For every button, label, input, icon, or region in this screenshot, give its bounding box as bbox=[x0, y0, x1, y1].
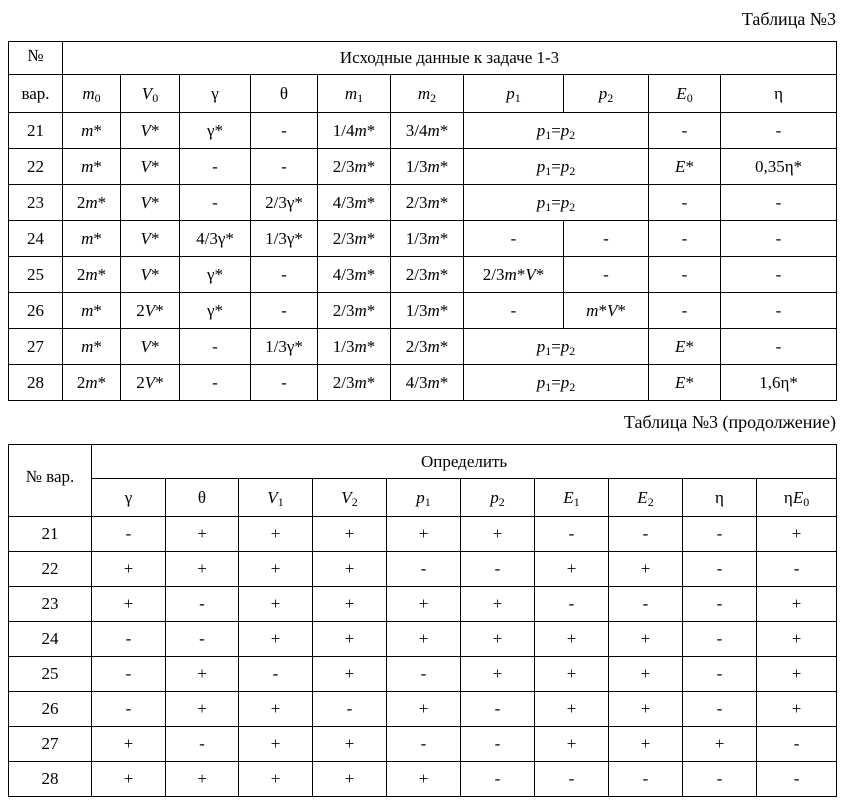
data-cell: 2m* bbox=[63, 257, 121, 293]
data-cell: V* bbox=[121, 149, 180, 185]
column-header-symbol: m bbox=[417, 83, 431, 103]
data-cell: V* bbox=[121, 221, 180, 257]
data-cell: - bbox=[649, 221, 721, 257]
variant-number: 26 bbox=[9, 293, 63, 329]
column-header-symbol: m bbox=[82, 83, 95, 103]
variant-number: 25 bbox=[9, 257, 63, 293]
data-cell: + bbox=[239, 552, 313, 587]
column-header-symbol: η bbox=[774, 83, 783, 103]
column-header bbox=[387, 479, 461, 517]
column-header-subscript: 2 bbox=[351, 494, 358, 509]
data-cell: + bbox=[535, 552, 609, 587]
data-cell: - bbox=[683, 552, 757, 587]
table2-caption: Таблица №3 (продолжение) bbox=[623, 412, 836, 432]
column-header-symbol: E bbox=[637, 487, 648, 507]
table-row bbox=[9, 365, 837, 401]
data-cell: + bbox=[92, 552, 166, 587]
header-row-group bbox=[9, 42, 837, 75]
variant-number: 27 bbox=[9, 727, 92, 762]
pressure-cell bbox=[464, 113, 649, 149]
pressure-cell bbox=[464, 149, 649, 185]
table-row bbox=[9, 185, 837, 221]
data-cell: + bbox=[461, 622, 535, 657]
data-cell: + bbox=[387, 762, 461, 797]
data-cell: - bbox=[313, 692, 387, 727]
data-cell: E* bbox=[649, 365, 721, 401]
data-cell: - bbox=[649, 257, 721, 293]
data-cell: 2/3m* bbox=[318, 221, 391, 257]
data-cell: - bbox=[251, 293, 318, 329]
data-cell: + bbox=[461, 587, 535, 622]
data-cell: - bbox=[180, 149, 251, 185]
variant-number: 21 bbox=[9, 517, 92, 552]
pressure-equality: $p_1=p_2$ bbox=[536, 156, 576, 178]
data-cell: V* bbox=[121, 113, 180, 149]
data-cell: 1/3γ* bbox=[251, 221, 318, 257]
pressure-equality: $p_1=p_2$ bbox=[536, 192, 576, 214]
data-cell: - bbox=[461, 727, 535, 762]
variant-number: 21 bbox=[9, 113, 63, 149]
data-cell: 1/4m* bbox=[318, 113, 391, 149]
column-header bbox=[461, 479, 535, 517]
data-cell: V* bbox=[121, 185, 180, 221]
data-cell: - bbox=[609, 762, 683, 797]
header-row-group bbox=[9, 445, 837, 479]
data-cell: 2/3m* bbox=[391, 185, 464, 221]
data-cell: - bbox=[649, 293, 721, 329]
data-cell: - bbox=[683, 517, 757, 552]
column-header bbox=[757, 479, 837, 517]
column-header bbox=[464, 75, 564, 113]
source-data-table bbox=[8, 41, 837, 401]
data-cell: + bbox=[166, 692, 239, 727]
column-header bbox=[63, 75, 121, 113]
column-header-symbol: E bbox=[563, 487, 574, 507]
data-cell: - bbox=[683, 622, 757, 657]
column-header-symbol: V bbox=[341, 487, 352, 507]
table-row bbox=[9, 517, 837, 552]
data-cell: - bbox=[461, 552, 535, 587]
data-cell: + bbox=[239, 517, 313, 552]
data-cell: 1/3m* bbox=[391, 149, 464, 185]
data-cell: + bbox=[757, 622, 837, 657]
data-cell: - bbox=[180, 329, 251, 365]
data-cell: - bbox=[251, 257, 318, 293]
variant-number: 25 bbox=[9, 657, 92, 692]
data-cell: m* bbox=[63, 329, 121, 365]
data-cell: + bbox=[609, 552, 683, 587]
data-cell: - bbox=[649, 185, 721, 221]
determine-table bbox=[8, 444, 837, 797]
column-header bbox=[239, 479, 313, 517]
data-cell: - bbox=[166, 727, 239, 762]
data-cell: + bbox=[609, 657, 683, 692]
data-cell: - bbox=[535, 517, 609, 552]
data-cell: + bbox=[92, 762, 166, 797]
data-cell: - bbox=[564, 257, 649, 293]
data-cell: - bbox=[609, 517, 683, 552]
data-cell: + bbox=[535, 622, 609, 657]
data-cell: + bbox=[535, 657, 609, 692]
data-cell: - bbox=[92, 517, 166, 552]
table-row bbox=[9, 221, 837, 257]
column-header-subscript: 1 bbox=[424, 494, 431, 509]
data-cell: 2m* bbox=[63, 365, 121, 401]
data-cell: + bbox=[609, 692, 683, 727]
data-cell: - bbox=[92, 692, 166, 727]
table-row bbox=[9, 657, 837, 692]
data-cell: + bbox=[313, 762, 387, 797]
data-cell: 1/3γ* bbox=[251, 329, 318, 365]
data-cell: - bbox=[683, 692, 757, 727]
data-cell: + bbox=[239, 727, 313, 762]
data-cell: + bbox=[313, 657, 387, 692]
column-header-subscript: 2 bbox=[647, 494, 654, 509]
data-cell: + bbox=[387, 622, 461, 657]
data-cell: 2/3m* bbox=[318, 149, 391, 185]
variant-number: 27 bbox=[9, 329, 63, 365]
data-cell: m* bbox=[63, 113, 121, 149]
data-cell: + bbox=[313, 727, 387, 762]
data-cell: m* bbox=[63, 149, 121, 185]
column-header bbox=[318, 75, 391, 113]
data-cell: - bbox=[92, 657, 166, 692]
variant-number: 22 bbox=[9, 552, 92, 587]
data-cell: 2/3m* bbox=[318, 293, 391, 329]
variant-number: 23 bbox=[9, 185, 63, 221]
data-cell: + bbox=[757, 657, 837, 692]
data-cell: + bbox=[166, 552, 239, 587]
variant-header-bottom: вар. bbox=[9, 75, 63, 113]
column-header-subscript: 2 bbox=[498, 494, 505, 509]
column-header-subscript: 1 bbox=[573, 494, 580, 509]
data-cell: + bbox=[757, 692, 837, 727]
column-header-symbol: p bbox=[598, 83, 608, 103]
data-cell: + bbox=[757, 517, 837, 552]
data-cell: - bbox=[461, 762, 535, 797]
variant-header: № вар. bbox=[9, 445, 92, 517]
data-cell: + bbox=[387, 587, 461, 622]
data-cell: - bbox=[683, 657, 757, 692]
data-cell: 2/3γ* bbox=[251, 185, 318, 221]
data-cell: γ* bbox=[180, 113, 251, 149]
pressure-equality: $p_1=p_2$ bbox=[536, 372, 576, 394]
data-cell: + bbox=[313, 552, 387, 587]
table-row bbox=[9, 622, 837, 657]
column-header bbox=[649, 75, 721, 113]
variant-header-top: № bbox=[9, 42, 63, 75]
data-cell: - bbox=[721, 185, 837, 221]
data-cell: + bbox=[387, 692, 461, 727]
data-cell: + bbox=[461, 657, 535, 692]
data-cell: - bbox=[251, 113, 318, 149]
table-row bbox=[9, 149, 837, 185]
group-header: Определить bbox=[92, 445, 837, 479]
column-header bbox=[391, 75, 464, 113]
data-cell: 2/3m* bbox=[391, 329, 464, 365]
data-cell: - bbox=[535, 762, 609, 797]
data-cell: - bbox=[564, 221, 649, 257]
data-cell: + bbox=[239, 762, 313, 797]
data-cell: 1/3m* bbox=[318, 329, 391, 365]
column-header bbox=[721, 75, 837, 113]
data-cell: γ* bbox=[180, 293, 251, 329]
data-cell: + bbox=[387, 517, 461, 552]
data-cell: + bbox=[239, 622, 313, 657]
data-cell: - bbox=[757, 727, 837, 762]
data-cell: 4/3m* bbox=[391, 365, 464, 401]
data-cell: - bbox=[464, 293, 564, 329]
data-cell: 2V* bbox=[121, 365, 180, 401]
column-header bbox=[121, 75, 180, 113]
column-header-subscript: 0 bbox=[803, 494, 810, 509]
column-header-subscript: 1 bbox=[357, 90, 364, 105]
column-header-symbol: V bbox=[267, 487, 278, 507]
data-cell: + bbox=[166, 517, 239, 552]
table-row bbox=[9, 329, 837, 365]
data-cell: - bbox=[535, 587, 609, 622]
column-header bbox=[166, 479, 239, 517]
table-row bbox=[9, 113, 837, 149]
data-cell: m* bbox=[63, 221, 121, 257]
column-header-symbol: θ bbox=[279, 83, 289, 103]
table-row bbox=[9, 293, 837, 329]
column-header-subscript: 0 bbox=[152, 90, 159, 105]
group-header: Исходные данные к задаче 1-3 bbox=[63, 42, 837, 75]
variant-number: 24 bbox=[9, 221, 63, 257]
column-header-symbol: p bbox=[416, 487, 425, 507]
data-cell: - bbox=[251, 365, 318, 401]
data-cell: + bbox=[313, 622, 387, 657]
data-cell: 4/3γ* bbox=[180, 221, 251, 257]
header-row-columns bbox=[9, 479, 837, 517]
data-cell: - bbox=[166, 622, 239, 657]
data-cell: 2V* bbox=[121, 293, 180, 329]
data-cell: - bbox=[387, 657, 461, 692]
data-cell: - bbox=[757, 762, 837, 797]
column-header-subscript: 1 bbox=[514, 90, 521, 105]
column-header bbox=[564, 75, 649, 113]
data-cell: γ* bbox=[180, 257, 251, 293]
data-cell: 4/3m* bbox=[318, 257, 391, 293]
variant-number: 28 bbox=[9, 762, 92, 797]
data-cell: - bbox=[683, 587, 757, 622]
variant-number: 26 bbox=[9, 692, 92, 727]
data-cell: - bbox=[609, 587, 683, 622]
column-header-symbol: ηE bbox=[783, 487, 804, 507]
data-cell: 3/4m* bbox=[391, 113, 464, 149]
data-cell: 1/3m* bbox=[391, 293, 464, 329]
pressure-cell bbox=[464, 365, 649, 401]
data-cell: - bbox=[92, 622, 166, 657]
data-cell: m*V* bbox=[564, 293, 649, 329]
pressure-equality: $p_1=p_2$ bbox=[536, 336, 576, 358]
data-cell: - bbox=[180, 365, 251, 401]
data-cell: - bbox=[721, 329, 837, 365]
data-cell: + bbox=[92, 727, 166, 762]
data-cell: - bbox=[721, 113, 837, 149]
data-cell: 4/3m* bbox=[318, 185, 391, 221]
column-header bbox=[535, 479, 609, 517]
data-cell: + bbox=[166, 762, 239, 797]
table-row bbox=[9, 552, 837, 587]
pressure-equality: $p_1=p_2$ bbox=[536, 120, 576, 142]
table-row bbox=[9, 762, 837, 797]
pressure-cell bbox=[464, 329, 649, 365]
data-cell: m* bbox=[63, 293, 121, 329]
column-header-symbol: γ bbox=[211, 83, 219, 103]
data-cell: - bbox=[757, 552, 837, 587]
data-cell: - bbox=[180, 185, 251, 221]
data-cell: 1,6η* bbox=[721, 365, 837, 401]
data-cell: + bbox=[461, 517, 535, 552]
column-header-subscript: 2 bbox=[430, 90, 437, 105]
data-cell: - bbox=[721, 293, 837, 329]
data-cell: + bbox=[313, 517, 387, 552]
column-header bbox=[609, 479, 683, 517]
column-header bbox=[92, 479, 166, 517]
data-cell: - bbox=[721, 257, 837, 293]
table-row bbox=[9, 587, 837, 622]
data-cell: 2/3m* bbox=[318, 365, 391, 401]
data-cell: V* bbox=[121, 329, 180, 365]
column-header-symbol: η bbox=[715, 487, 724, 507]
table-row bbox=[9, 692, 837, 727]
data-cell: - bbox=[239, 657, 313, 692]
column-header bbox=[683, 479, 757, 517]
data-cell: - bbox=[461, 692, 535, 727]
variant-number: 28 bbox=[9, 365, 63, 401]
data-cell: + bbox=[166, 657, 239, 692]
data-cell: - bbox=[683, 762, 757, 797]
column-header-symbol: p bbox=[490, 487, 499, 507]
data-cell: + bbox=[239, 692, 313, 727]
header-row-columns bbox=[9, 75, 837, 113]
data-cell: - bbox=[721, 221, 837, 257]
data-cell: 0,35η* bbox=[721, 149, 837, 185]
column-header-subscript: 0 bbox=[94, 90, 101, 105]
data-cell: 2m* bbox=[63, 185, 121, 221]
data-cell: + bbox=[757, 587, 837, 622]
data-cell: + bbox=[239, 587, 313, 622]
column-header bbox=[313, 479, 387, 517]
column-header-symbol: E bbox=[676, 83, 687, 103]
data-cell: - bbox=[649, 113, 721, 149]
column-header-subscript: 2 bbox=[607, 90, 614, 105]
data-cell: - bbox=[464, 221, 564, 257]
data-cell: - bbox=[166, 587, 239, 622]
data-cell: 1/3m* bbox=[391, 221, 464, 257]
column-header-symbol: θ bbox=[197, 487, 207, 507]
pressure-cell bbox=[464, 185, 649, 221]
data-cell: + bbox=[92, 587, 166, 622]
column-header-subscript: 0 bbox=[686, 90, 693, 105]
data-cell: 2/3m* bbox=[391, 257, 464, 293]
data-cell: + bbox=[535, 727, 609, 762]
column-header bbox=[251, 75, 318, 113]
table-row bbox=[9, 257, 837, 293]
data-cell: - bbox=[387, 727, 461, 762]
data-cell: + bbox=[683, 727, 757, 762]
data-cell: + bbox=[609, 727, 683, 762]
data-cell: - bbox=[387, 552, 461, 587]
column-header-symbol: V bbox=[141, 83, 153, 103]
data-cell: + bbox=[609, 622, 683, 657]
data-cell: + bbox=[313, 587, 387, 622]
data-cell: E* bbox=[649, 149, 721, 185]
table-row bbox=[9, 727, 837, 762]
data-cell: 2/3m*V* bbox=[464, 257, 564, 293]
data-cell: - bbox=[251, 149, 318, 185]
column-header bbox=[180, 75, 251, 113]
data-cell: E* bbox=[649, 329, 721, 365]
variant-number: 22 bbox=[9, 149, 63, 185]
variant-number: 23 bbox=[9, 587, 92, 622]
data-cell: + bbox=[535, 692, 609, 727]
column-header-subscript: 1 bbox=[277, 494, 284, 509]
column-header-symbol: m bbox=[344, 83, 358, 103]
column-header-symbol: p bbox=[506, 83, 515, 103]
column-header-symbol: γ bbox=[124, 487, 133, 507]
table1-caption: Таблица №3 bbox=[741, 9, 836, 29]
data-cell: V* bbox=[121, 257, 180, 293]
variant-number: 24 bbox=[9, 622, 92, 657]
